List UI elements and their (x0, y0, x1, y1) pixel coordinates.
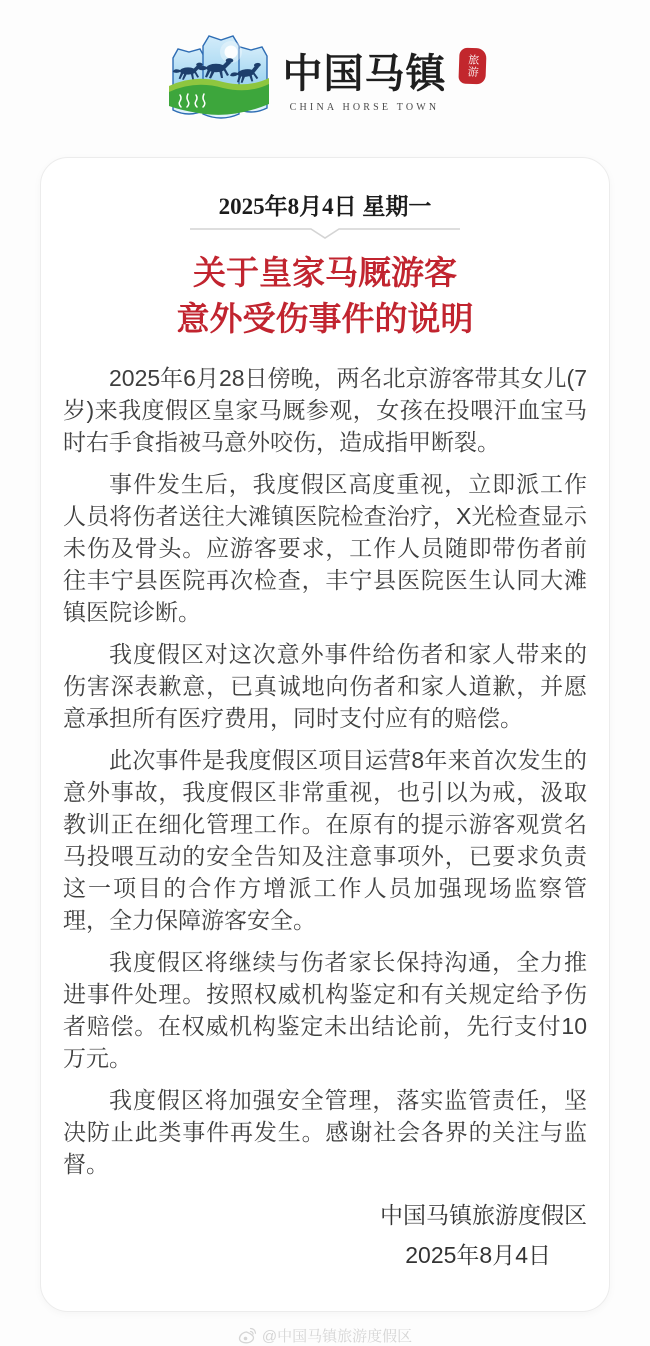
statement-body (63, 362, 587, 1180)
weibo-watermark (0, 1325, 650, 1346)
weibo-icon (238, 1327, 257, 1344)
statement-card (40, 157, 610, 1312)
horse-town-logo-icon (165, 28, 271, 124)
watermark-text: @中国马镇旅游度假区 (261, 1328, 413, 1345)
notice-paragraph: 2025年6月28日傍晚，两名北京游客带其女儿(7岁)来我度假区皇家马厩参观，女孩在投喂汗血宝马时右手食指被马意外咬伤，造成指甲断裂。 (63, 365, 587, 455)
notice-paragraph: 事件发生后，我度假区高度重视，立即派工作人员将伤者送往大滩镇医院检查治疗，X光检查显示未伤及骨头。应游客要求，工作人员随即带伤者前往丰宁县医院再次检查，丰宁县医院医生认同大滩镇医院诊断。 (63, 471, 587, 625)
statement-title (63, 251, 587, 343)
statement-title-line2: 意外受伤事件的说明 (176, 302, 474, 338)
brand-header (0, 0, 650, 124)
notice-paragraph: 我度假区对这次意外事件给伤者和家人带来的伤害深表歉意，已真诚地向伤者和家人道歉，并愿意承担所有医疗费用，同时支付应有的赔偿。 (63, 641, 587, 731)
signature-date: 2025年8月4日 (405, 1242, 551, 1268)
statement-title-line1: 关于皇家马厩游客 (193, 256, 457, 292)
signature-org: 中国马镇旅游度假区 (380, 1202, 587, 1228)
brand-name-cn: 中国马镇 (282, 51, 447, 96)
statement-date-heading: 2025年8月4日 星期一 (218, 194, 432, 219)
divider-chevron (189, 227, 461, 241)
signature-block (63, 1195, 587, 1275)
brand-name-en: CHINA HORSE TOWN (289, 102, 440, 113)
notice-paragraph: 我度假区将继续与伤者家长保持沟通，全力推进事件处理。按照权威机构鉴定和有关规定给予伤者赔偿。在权威机构鉴定未出结论前，先行支付10万元。 (63, 949, 587, 1071)
notice-paragraph: 我度假区将加强安全管理，落实监管责任，坚决防止此类事件再发生。感谢社会各界的关注与监督。 (63, 1087, 587, 1177)
brand-wordmark (283, 53, 447, 113)
notice-paragraph: 此次事件是我度假区项目运营8年来首次发生的意外事故，我度假区非常重视，也引以为戒，汲取教训正在细化管理工作。在原有的提示游客观赏名马投喂互动的安全告知及注意事项外，已要求负责这一项目的合作方增派工作人员加强现场监察管理，全力保障游客安全。 (63, 747, 587, 933)
travel-seal-badge: 旅游 (458, 48, 486, 85)
